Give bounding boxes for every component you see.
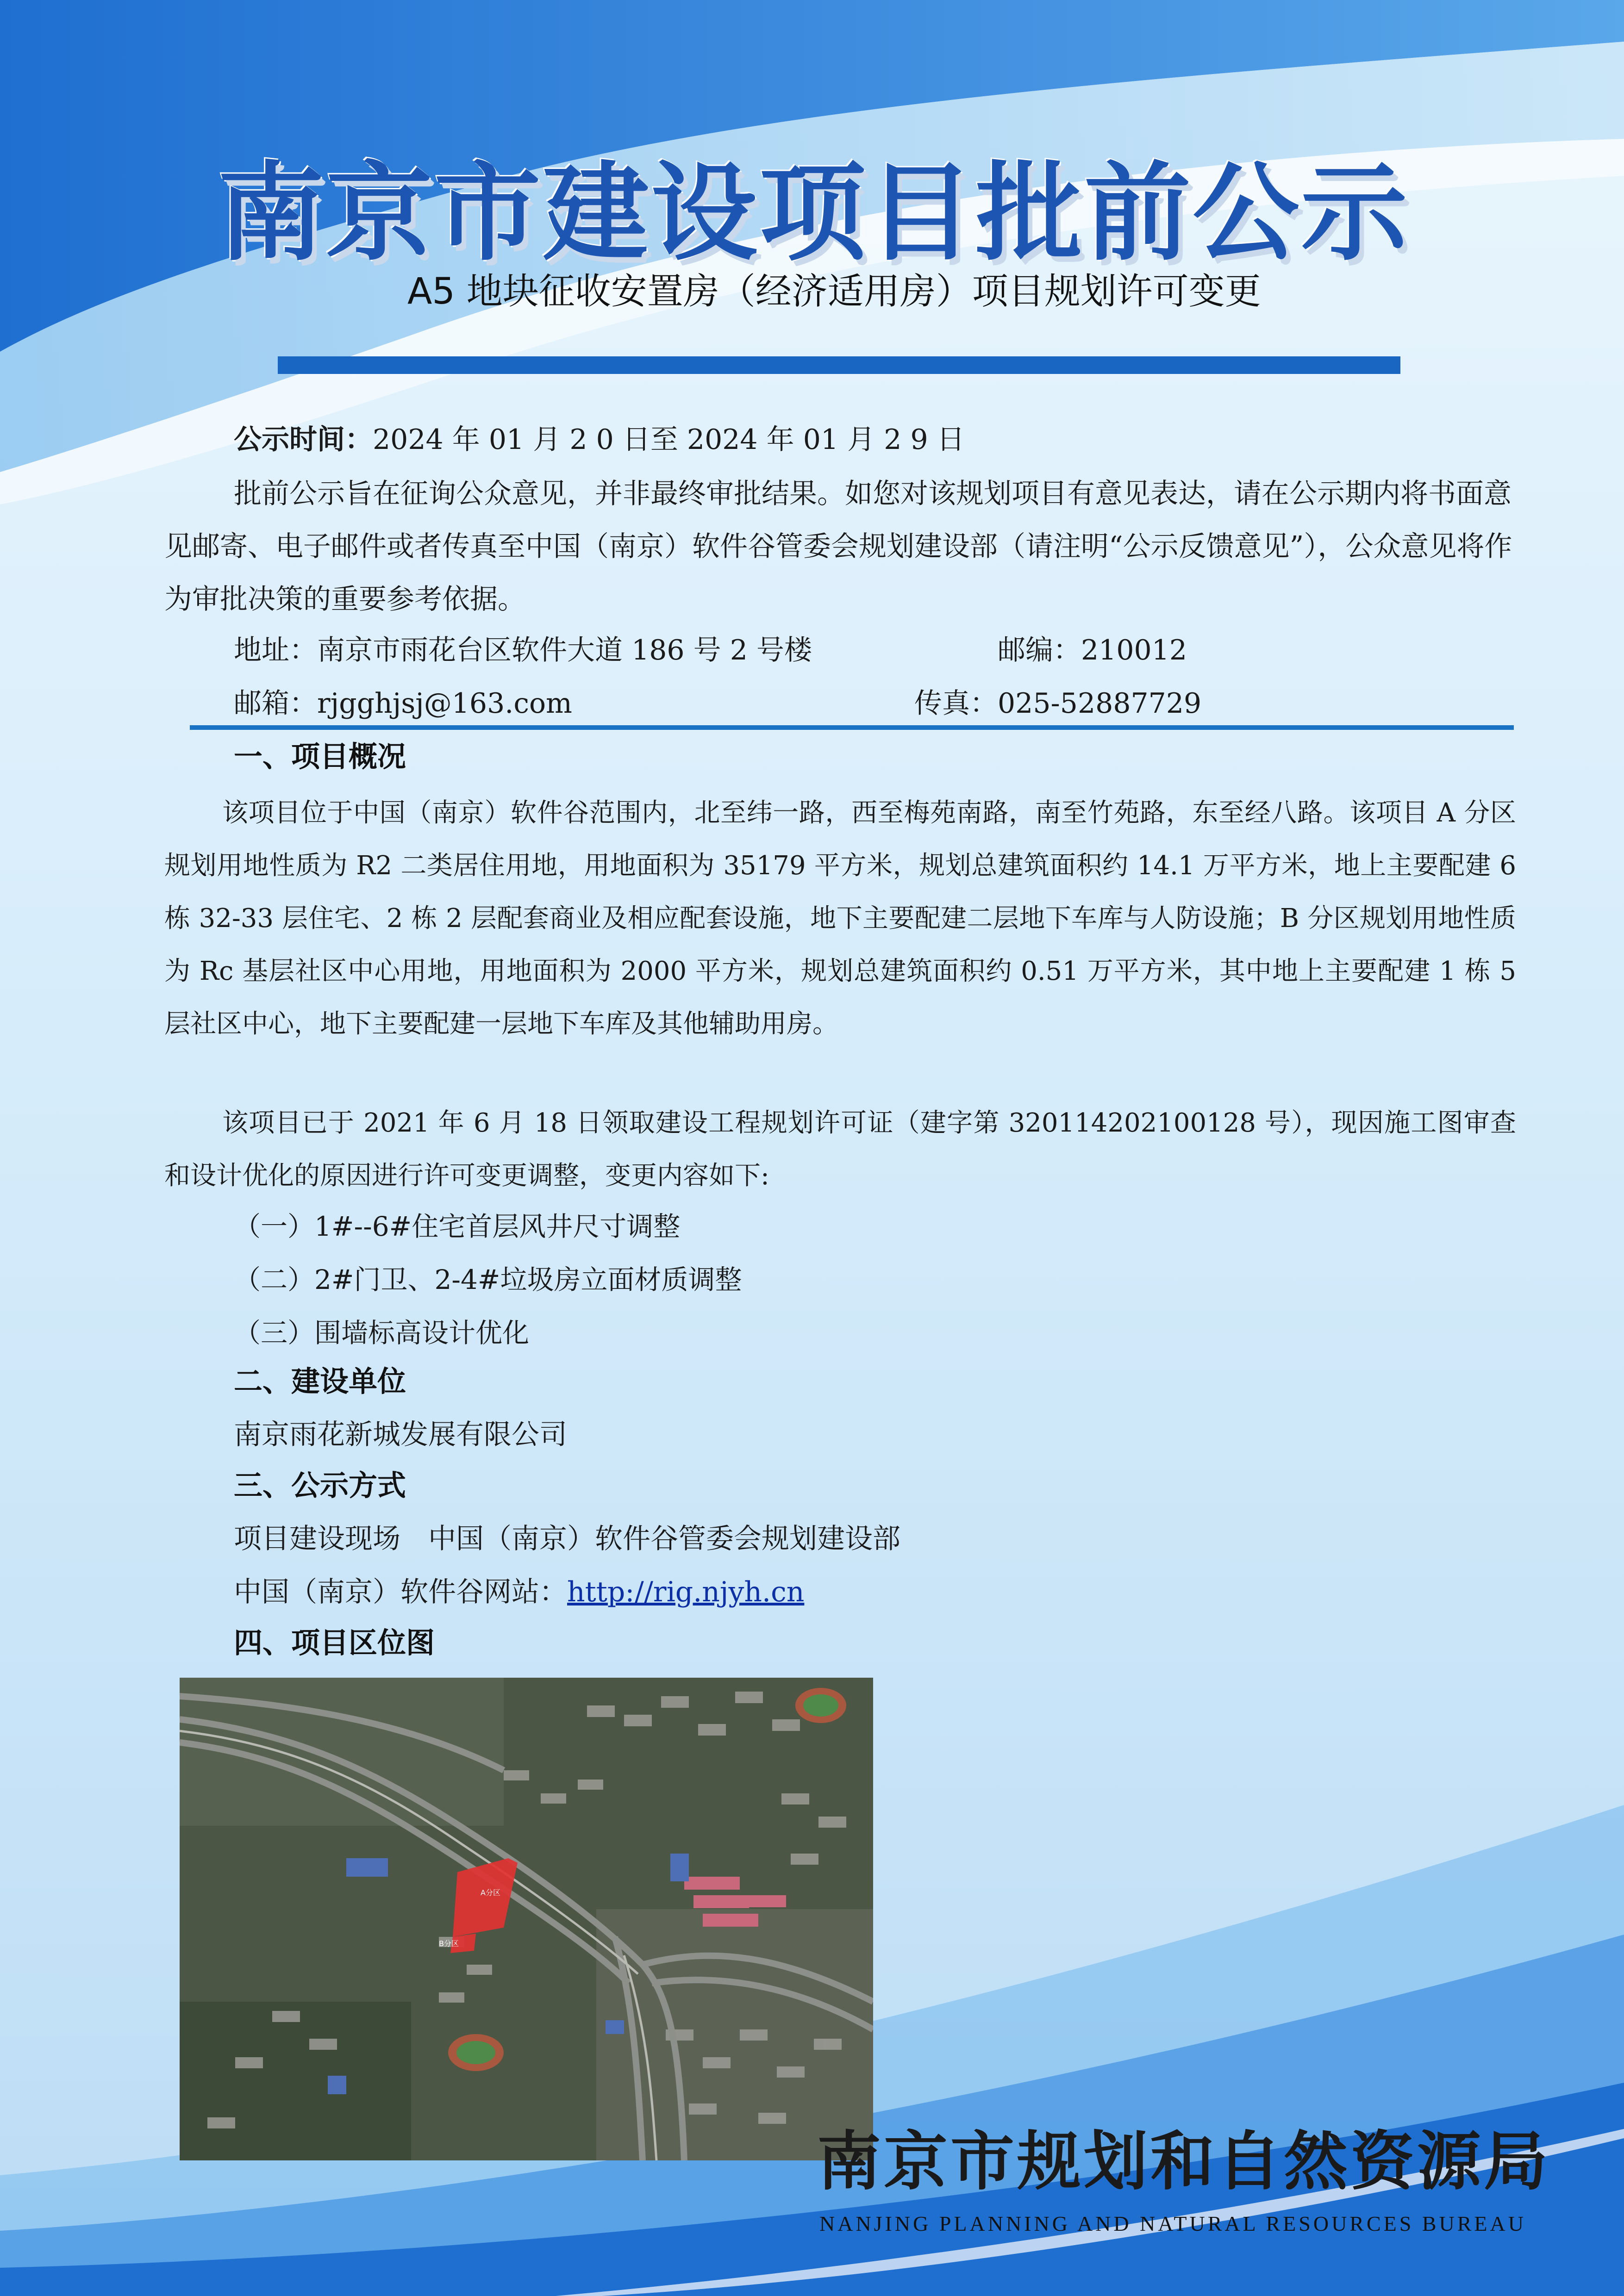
agency-name-en: NANJING PLANNING AND NATURAL RESOURCES BUREAU [819, 2212, 1526, 2235]
contact-fax: 传真：025-52887729 [914, 687, 1202, 720]
website-link[interactable]: http://rig.njyh.cn [567, 1576, 805, 1608]
publicity-locations: 项目建设现场 中国（南京）软件谷管委会规划建设部 [234, 1523, 900, 1555]
website-label: 中国（南京）软件谷网站： [234, 1576, 567, 1608]
title-underline-bar [278, 356, 1400, 374]
section-divider [190, 725, 1514, 730]
agency-name-cn: 南京市规划和自然资源局 [817, 2123, 1551, 2199]
change-item-3: （三）围墙标高设计优化 [234, 1317, 530, 1349]
project-subtitle: A5 地块征收安置房（经济适用房）项目规划许可变更 [407, 271, 1261, 312]
page-title: 南京市建设项目批前公示 [218, 150, 1410, 275]
notice-period [234, 419, 965, 460]
period-label: 公示时间： [234, 423, 373, 456]
contact-postcode: 邮编：210012 [998, 634, 1187, 666]
permit-change-intro: 该项目已于 2021 年 6 月 18 日领取建设工程规划许可证（建字第 320114202100128 号），现因施工图审查和设计优化的原因进行许可变更调整，变更内容如下: [164, 1108, 1516, 1191]
notice-intro: 批前公示旨在征询公众意见，并非最终审批结果。如您对该规划项目有意见表达，请在公示期内将书面意见邮寄、电子邮件或者传真至中国（南京）软件谷管委会规划建设部（请注明“公示反馈意见”），公众意见将作为审批决策的重要参考依据。 [164, 478, 1512, 616]
contact-address: 地址：南京市雨花台区软件大道 186 号 2 号楼 [234, 634, 812, 666]
section1-heading: 一、项目概况 [234, 740, 406, 773]
section3-heading: 三、公示方式 [234, 1468, 406, 1502]
contact-email: 邮箱：rjgghjsj@163.com [234, 687, 572, 720]
project-overview: 该项目位于中国（南京）软件谷范围内，北至纬一路，西至梅苑南路，南至竹苑路，东至经八路。该项目 A 分区规划用地性质为 R2 二类居住用地，用地面积为 35179 平方米，规划总建筑面积约 14.1 万平方米，地上主要配建 6 栋 32-33 层住宅、2 栋 2 层配套商业及相应配套设施，地下主要配建二层地下车库与人防设施；B 分区规划用地性质为 Rc 基层社区中心用地，用地面积为 2000 平方米，规划总建筑面积约 0.51 万平方米，其中地上主要配建 1 栋 5 层社区中心，地下主要配建一层地下车库及其他辅助用房。 [164, 798, 1516, 1039]
developer-name: 南京雨花新城发展有限公司 [234, 1419, 567, 1451]
publicity-website [234, 1571, 804, 1613]
map-label-b: B分区 [439, 1939, 459, 1948]
period-value: 2024 年 01 月 2 0 日至 2024 年 01 月 2 9 日 [373, 423, 965, 456]
section2-heading: 二、建设单位 [234, 1364, 406, 1398]
section4-heading: 四、项目区位图 [234, 1626, 435, 1660]
change-item-1: （一）1#--6#住宅首层风井尺寸调整 [234, 1211, 681, 1242]
location-map [180, 1678, 873, 2160]
change-item-2: （二）2#门卫、2-4#垃圾房立面材质调整 [234, 1264, 742, 1295]
satellite-image [180, 1678, 873, 2160]
map-label-a: A分区 [481, 1888, 500, 1897]
